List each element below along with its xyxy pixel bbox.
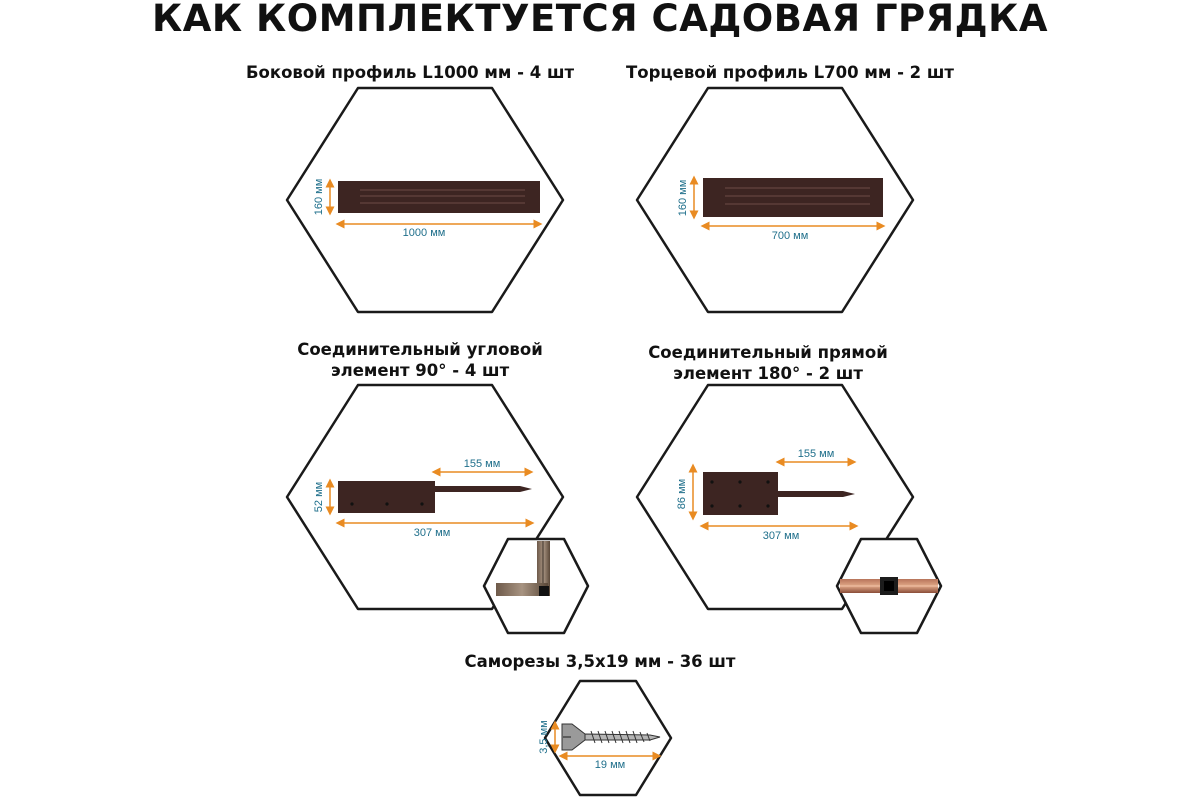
end-profile-board — [703, 178, 883, 217]
item-label-line2: элемент 90° - 4 шт — [330, 361, 510, 380]
item-label-screws: Саморезы 3,5х19 мм - 36 шт — [464, 652, 736, 671]
screw-height-label: 3,5 мм — [538, 720, 550, 754]
corner-connector-stake-label: 155 мм — [463, 458, 501, 470]
end-profile-height-label: 160 мм — [677, 179, 689, 217]
straight-connector-length-label: 307 мм — [762, 530, 800, 542]
screw-dimensions — [538, 720, 657, 771]
corner-connector-length-label: 307 мм — [413, 527, 451, 539]
end-profile-length-label: 700 мм — [771, 230, 809, 242]
hexagon-corner-detail — [484, 539, 588, 633]
side-profile-board — [338, 181, 540, 213]
hexagon-straight-detail — [837, 539, 941, 633]
item-label-end-profile: Торцевой профиль L700 мм - 2 шт — [626, 63, 954, 82]
straight-connector-stake-label: 155 мм — [797, 448, 835, 460]
item-label-side-profile: Боковой профиль L1000 мм - 4 шт — [245, 63, 575, 82]
item-label-line2: элемент 180° - 2 шт — [673, 364, 863, 383]
corner-connector-part — [338, 481, 532, 513]
page-title: КАК КОМПЛЕКТУЕТСЯ САДОВАЯ ГРЯДКА — [152, 0, 1048, 40]
straight-connector-height-label: 86 мм — [676, 478, 688, 510]
item-label-line1: Соединительный прямой — [648, 343, 888, 362]
side-profile-length-label: 1000 мм — [402, 227, 446, 239]
corner-connector-height-label: 52 мм — [313, 481, 325, 513]
item-label-line1: Соединительный угловой — [297, 340, 543, 359]
straight-connector-part — [703, 472, 855, 515]
side-profile-height-label: 160 мм — [313, 178, 325, 216]
screw — [562, 724, 660, 750]
screw-length-label: 19 мм — [594, 759, 626, 771]
